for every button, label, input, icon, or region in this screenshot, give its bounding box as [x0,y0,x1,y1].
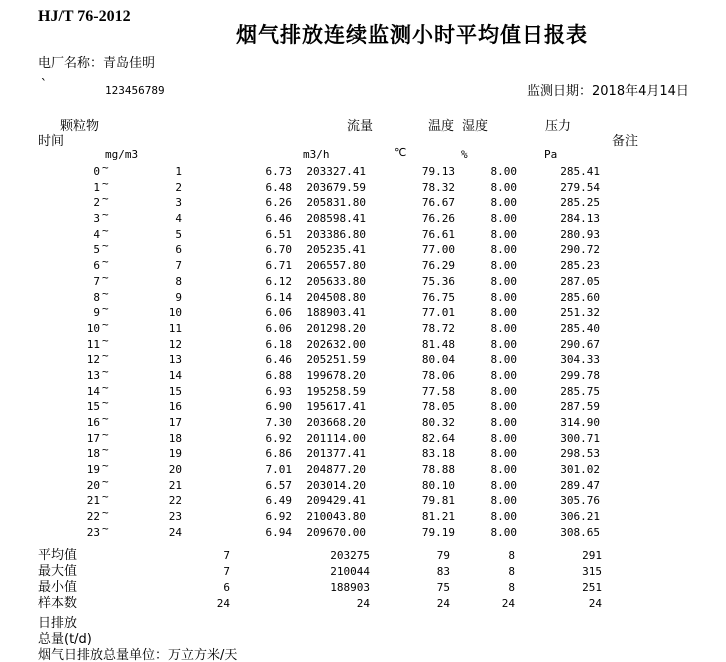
flow-value: 203386.80 [306,227,366,241]
unit-pm: mg/m3 [105,148,139,161]
hour-start: 15 [86,400,100,414]
range-tilde: ~ [102,223,109,237]
flow-value: 205831.80 [306,196,366,210]
range-tilde: ~ [102,349,109,363]
temp-value: 76.67 [421,196,455,210]
unit-temp: ℃ [394,146,407,159]
unit-humidity: % [461,148,468,161]
temp-value: 77.00 [421,243,455,257]
flow-value: 203668.20 [306,416,366,429]
column-header-flow: 流量 [347,119,374,134]
range-tilde: ~ [102,380,109,394]
pressure-value: 285.75 [560,384,600,398]
plant-code: 123456789 [105,84,165,97]
temp-value: 75.36 [421,274,455,288]
range-tilde: ~ [102,161,109,174]
hour-end: 4 [175,212,182,226]
range-tilde: ~ [102,270,109,284]
humidity-summary: 8 [508,565,515,578]
pressure-summary: 251 [582,581,602,594]
footnote: 烟气日排放总量单位：万立方米/天 [38,648,238,662]
humidity-value: 8.00 [490,431,517,445]
pressure-value: 287.59 [560,400,600,414]
humidity-value: 8.00 [490,510,517,524]
range-tilde: ~ [102,427,109,441]
humidity-value: 8.00 [490,165,517,178]
pm-value: 6.92 [265,510,292,524]
temp-value: 83.18 [421,447,455,461]
range-tilde: ~ [102,490,109,504]
column-header-pm: 颗粒物 [60,119,100,134]
temp-value: 80.32 [421,416,455,429]
flow-summary: 210044 [330,565,370,578]
hour-start: 13 [86,368,100,382]
flow-value: 203327.41 [306,165,366,178]
temp-summary: 75 [436,581,450,594]
total-label: 总量(t/d) [38,632,92,647]
pm-value: 6.18 [265,337,292,351]
humidity-value: 8.00 [490,494,517,508]
humidity-value: 8.00 [490,525,517,539]
temp-value: 77.58 [421,384,455,398]
pm-value: 6.46 [265,353,292,367]
temp-value: 82.64 [421,431,455,445]
pm-value: 6.51 [265,227,292,241]
flow-summary: 24 [356,597,370,610]
hour-end: 12 [168,337,182,351]
hour-end: 21 [168,478,182,492]
range-tilde: ~ [102,443,109,457]
report-title: 烟气排放连续监测小时平均值日报表 [236,23,588,47]
flow-value: 205633.80 [306,274,366,288]
temp-value: 77.01 [421,306,455,320]
pm-value: 6.48 [265,180,292,194]
hour-end: 23 [168,510,182,524]
mark-char: ` [40,78,48,93]
hour-start: 18 [86,447,100,461]
hour-start: 5 [93,243,100,257]
summary-label: 样本数 [38,596,78,611]
flow-summary: 188903 [330,581,370,594]
flow-value: 188903.41 [306,306,366,320]
flow-value: 205235.41 [306,243,366,257]
pressure-value: 285.60 [560,290,600,304]
summary-label: 最小值 [38,580,78,595]
temp-value: 78.72 [421,321,455,335]
humidity-value: 8.00 [490,353,517,367]
pm-value: 6.70 [265,243,292,257]
pressure-summary: 315 [582,565,602,578]
summary-rows [0,548,726,612]
hour-end: 13 [168,353,182,367]
range-tilde: ~ [102,317,109,331]
humidity-value: 8.00 [490,306,517,320]
hour-start: 21 [86,494,100,508]
temp-value: 76.61 [421,227,455,241]
flow-value: 206557.80 [306,259,366,273]
column-header-pressure: 压力 [545,119,572,134]
pm-value: 6.14 [265,290,292,304]
temp-value: 78.06 [421,368,455,382]
hour-start: 22 [86,510,100,524]
pm-value: 6.92 [265,431,292,445]
hour-start: 23 [86,525,100,539]
hour-end: 18 [168,431,182,445]
pm-value: 6.12 [265,274,292,288]
hour-end: 2 [175,180,182,194]
flow-value: 204877.20 [306,463,366,477]
summary-label: 平均值 [38,548,78,563]
hour-start: 7 [93,274,100,288]
humidity-value: 8.00 [490,368,517,382]
range-tilde: ~ [102,286,109,300]
hour-end: 6 [175,243,182,257]
range-tilde: ~ [102,506,109,520]
hour-end: 10 [168,306,182,320]
hour-start: 10 [86,321,100,335]
pressure-value: 301.02 [560,463,600,477]
humidity-value: 8.00 [490,478,517,492]
range-tilde: ~ [102,459,109,473]
flow-value: 204508.80 [306,290,366,304]
hour-end: 8 [175,274,182,288]
pressure-value: 280.93 [560,227,600,241]
hour-start: 4 [93,227,100,241]
hour-start: 9 [93,306,100,320]
temp-value: 81.21 [421,510,455,524]
temp-value: 79.13 [421,165,455,178]
temp-value: 78.32 [421,180,455,194]
range-tilde: ~ [102,521,109,535]
hour-start: 1 [93,180,100,194]
pressure-summary: 291 [582,549,602,562]
pm-value: 6.90 [265,400,292,414]
pressure-value: 304.33 [560,353,600,367]
humidity-value: 8.00 [490,400,517,414]
pm-value: 6.73 [265,165,292,178]
humidity-value: 8.00 [490,463,517,477]
flow-value: 210043.80 [306,510,366,524]
humidity-value: 8.00 [490,196,517,210]
pressure-value: 305.76 [560,494,600,508]
pressure-value: 285.25 [560,196,600,210]
pressure-value: 285.41 [560,165,600,178]
pressure-value: 285.40 [560,321,600,335]
flow-value: 203679.59 [306,180,366,194]
pm-value: 6.26 [265,196,292,210]
table-row [0,548,726,564]
range-tilde: ~ [102,474,109,488]
column-header-remark: 备注 [612,134,639,149]
unit-flow: m3/h [303,148,330,161]
temp-value: 76.75 [421,290,455,304]
hour-start: 14 [86,384,100,398]
pm-value: 6.93 [265,384,292,398]
humidity-summary: 8 [508,549,515,562]
flow-value: 208598.41 [306,212,366,226]
range-tilde: ~ [102,333,109,347]
pm-summary: 6 [223,581,230,594]
hour-end: 15 [168,384,182,398]
range-tilde: ~ [102,192,109,206]
hour-start: 0 [93,165,100,178]
pm-summary: 7 [223,549,230,562]
pressure-value: 284.13 [560,212,600,226]
pm-value: 6.57 [265,478,292,492]
range-tilde: ~ [102,176,109,190]
temp-value: 78.05 [421,400,455,414]
pressure-value: 290.67 [560,337,600,351]
plant-name-label: 电厂名称：青岛佳明 [38,56,156,71]
hour-start: 11 [86,337,100,351]
range-tilde: ~ [102,208,109,222]
pm-value: 6.71 [265,259,292,273]
humidity-value: 8.00 [490,321,517,335]
table-row [0,521,726,541]
range-tilde: ~ [102,412,109,425]
flow-value: 202632.00 [306,337,366,351]
pm-value: 6.46 [265,212,292,226]
daily-emission-label: 日排放 [38,616,78,631]
hour-end: 9 [175,290,182,304]
humidity-value: 8.00 [490,243,517,257]
humidity-value: 8.00 [490,290,517,304]
pressure-value: 290.72 [560,243,600,257]
range-tilde: ~ [102,239,109,253]
flow-value: 203014.20 [306,478,366,492]
hour-end: 3 [175,196,182,210]
humidity-value: 8.00 [490,259,517,273]
pm-value: 6.06 [265,306,292,320]
hour-end: 14 [168,368,182,382]
humidity-value: 8.00 [490,212,517,226]
hour-start: 3 [93,212,100,226]
humidity-value: 8.00 [490,274,517,288]
temp-summary: 83 [436,565,450,578]
summary-label: 最大值 [38,564,78,579]
temp-summary: 79 [436,549,450,562]
hour-start: 16 [86,416,100,429]
pressure-value: 299.78 [560,368,600,382]
standard-code: HJ/T 76-2012 [38,8,131,25]
flow-value: 205251.59 [306,353,366,367]
humidity-value: 8.00 [490,447,517,461]
pm-value: 7.30 [265,416,292,429]
pressure-value: 306.21 [560,510,600,524]
flow-summary: 203275 [330,549,370,562]
humidity-value: 8.00 [490,337,517,351]
pressure-value: 289.47 [560,478,600,492]
temp-value: 81.48 [421,337,455,351]
range-tilde: ~ [102,364,109,378]
pressure-summary: 24 [588,597,602,610]
pm-value: 6.94 [265,525,292,539]
temp-value: 80.04 [421,353,455,367]
hour-end: 19 [168,447,182,461]
temp-value: 79.19 [421,525,455,539]
pm-summary: 7 [223,565,230,578]
unit-pressure: Pa [544,148,558,161]
hour-end: 11 [168,321,182,335]
humidity-value: 8.00 [490,180,517,194]
hour-start: 2 [93,196,100,210]
humidity-summary: 8 [508,581,515,594]
temp-value: 79.81 [421,494,455,508]
pressure-value: 287.05 [560,274,600,288]
humidity-summary: 24 [501,597,515,610]
flow-value: 201114.00 [306,431,366,445]
humidity-value: 8.00 [490,227,517,241]
pressure-value: 300.71 [560,431,600,445]
monitor-date-label: 监测日期：2018年4月14日 [527,84,689,99]
hour-end: 16 [168,400,182,414]
pm-summary: 24 [216,597,230,610]
range-tilde: ~ [102,255,109,269]
humidity-value: 8.00 [490,384,517,398]
pressure-value: 279.54 [560,180,600,194]
range-tilde: ~ [102,302,109,316]
hour-start: 12 [86,353,100,367]
flow-value: 195617.41 [306,400,366,414]
humidity-value: 8.00 [490,416,517,429]
hour-end: 24 [168,525,182,539]
hour-start: 6 [93,259,100,273]
flow-value: 195258.59 [306,384,366,398]
table-row [0,596,726,612]
hour-start: 20 [86,478,100,492]
flow-value: 199678.20 [306,368,366,382]
temp-value: 80.10 [421,478,455,492]
hour-start: 8 [93,290,100,304]
pressure-value: 314.90 [560,416,600,429]
column-header-humidity: 湿度 [462,119,489,134]
data-rows [0,161,726,541]
hour-end: 17 [168,416,182,429]
hour-end: 7 [175,259,182,273]
flow-value: 209670.00 [306,525,366,539]
temp-value: 76.26 [421,212,455,226]
flow-value: 201298.20 [306,321,366,335]
hour-start: 19 [86,463,100,477]
column-header-temp: 温度 [428,119,455,134]
temp-summary: 24 [436,597,450,610]
temp-value: 78.88 [421,463,455,477]
pm-value: 6.86 [265,447,292,461]
temp-value: 76.29 [421,259,455,273]
hour-end: 20 [168,463,182,477]
pm-value: 6.49 [265,494,292,508]
hour-end: 22 [168,494,182,508]
column-header-time: 时间 [38,134,65,149]
table-row [0,580,726,596]
flow-value: 201377.41 [306,447,366,461]
pm-value: 6.06 [265,321,292,335]
flow-value: 209429.41 [306,494,366,508]
pressure-value: 308.65 [560,525,600,539]
range-tilde: ~ [102,396,109,410]
pm-value: 7.01 [265,463,292,477]
hour-start: 17 [86,431,100,445]
pressure-value: 298.53 [560,447,600,461]
pm-value: 6.88 [265,368,292,382]
hour-end: 5 [175,227,182,241]
pressure-value: 285.23 [560,259,600,273]
table-row [0,564,726,580]
hour-end: 1 [175,165,182,178]
pressure-value: 251.32 [560,306,600,320]
